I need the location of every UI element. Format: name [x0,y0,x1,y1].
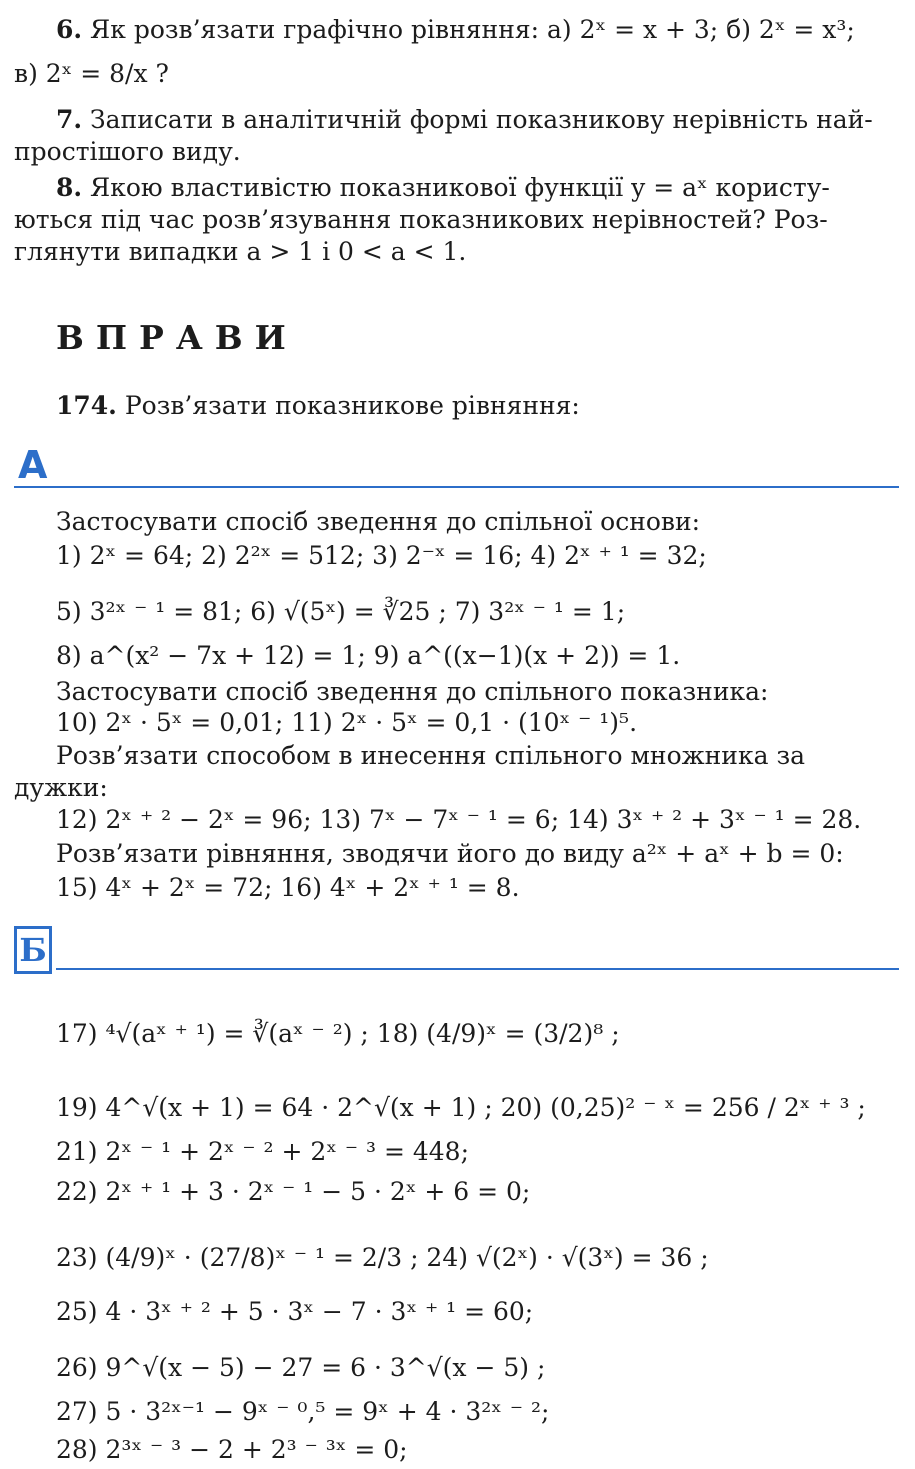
level-a-line: Розв’язати рівняння, зводячи його до виду a²ˣ + aˣ + b = 0: [56,839,844,868]
level-b-line: 21) 2ˣ ⁻ ¹ + 2ˣ ⁻ ² + 2ˣ ⁻ ³ = 448; [56,1137,470,1166]
level-a-line: 12) 2ˣ ⁺ ² − 2ˣ = 96; 13) 7ˣ − 7ˣ ⁻ ¹ = 6; 14) 3ˣ ⁺ ² + 3ˣ ⁻ ¹ = 28. [56,805,862,834]
level-b-line: 17) ⁴√(aˣ ⁺ ¹) = ∛(aˣ ⁻ ²) ; 18) (4/9)ˣ = (3/2)⁸ ; [56,1019,620,1048]
level-a-line: дужки: [14,773,108,802]
level-b-line: 26) 9^√(x − 5) − 27 = 6 · 3^√(x − 5) ; [56,1353,546,1382]
exercise-title: 174. Розв’язати показникове рівняння: [56,391,580,420]
question-8-line2: ються під час розв’язування показникових нерівностей? Роз- [14,205,828,234]
exercise-number: 174. [56,391,117,420]
question-8-line1: 8. Якою властивістю показникової функції y = aˣ користу- [56,173,830,202]
question-7-line1: 7. Записати в аналітичній формі показникову нерівність най- [56,105,873,134]
question-7-line2: простішого виду. [14,137,241,166]
question-number: 8. [56,173,83,202]
level-b-line: 19) 4^√(x + 1) = 64 · 2^√(x + 1) ; 20) (0,25)² ⁻ ˣ = 256 / 2ˣ ⁺ ³ ; [56,1093,866,1122]
level-b-line: 25) 4 · 3ˣ ⁺ ² + 5 · 3ˣ − 7 · 3ˣ ⁺ ¹ = 60; [56,1297,534,1326]
level-a-line: Застосувати спосіб зведення до спільної основи: [56,507,701,536]
question-number: 6. [56,15,83,44]
level-a-line: 15) 4ˣ + 2ˣ = 72; 16) 4ˣ + 2ˣ ⁺ ¹ = 8. [56,873,520,902]
level-b-divider [56,968,899,970]
level-b-line: 22) 2ˣ ⁺ ¹ + 3 · 2ˣ ⁻ ¹ − 5 · 2ˣ + 6 = 0; [56,1177,531,1206]
level-a-line: 8) a^(x² − 7x + 12) = 1; 9) a^((x−1)(x + 2)) = 1. [56,641,681,670]
level-b-line: 27) 5 · 3²ˣ⁻¹ − 9ˣ ⁻ ⁰,⁵ = 9ˣ + 4 · 3²ˣ ⁻ ²; [56,1397,550,1426]
level-a-line: Застосувати спосіб зведення до спільного показника: [56,677,769,706]
question-6-line1: 6. Як розв’язати графічно рівняння: а) 2ˣ = x + 3; б) 2ˣ = x³; [56,15,855,44]
level-a-divider [14,486,899,488]
question-8-line3: глянути випадки a > 1 і 0 < a < 1. [14,237,467,266]
level-b-line: 23) (4/9)ˣ · (27/8)ˣ ⁻ ¹ = 2/3 ; 24) √(2ˣ) · √(3ˣ) = 36 ; [56,1243,709,1272]
question-number: 7. [56,105,83,134]
level-a-label: А [18,443,48,487]
level-a-line: 10) 2ˣ · 5ˣ = 0,01; 11) 2ˣ · 5ˣ = 0,1 · (10ˣ ⁻ ¹)⁵. [56,708,638,737]
level-a-line: 5) 3²ˣ ⁻ ¹ = 81; 6) √(5ˣ) = ∛25 ; 7) 3²ˣ ⁻ ¹ = 1; [56,597,626,626]
level-a-line: Розв’язати способом в инесення спільного множника за [56,741,805,770]
section-heading: ВПРАВИ [56,318,298,357]
level-b-line: 28) 2³ˣ ⁻ ³ − 2 + 2³ ⁻ ³ˣ = 0; [56,1435,408,1464]
question-6-line2: в) 2ˣ = 8/x ? [14,59,169,88]
level-a-line: 1) 2ˣ = 64; 2) 2²ˣ = 512; 3) 2⁻ˣ = 16; 4) 2ˣ ⁺ ¹ = 32; [56,541,707,570]
level-b-label: Б [14,926,52,974]
